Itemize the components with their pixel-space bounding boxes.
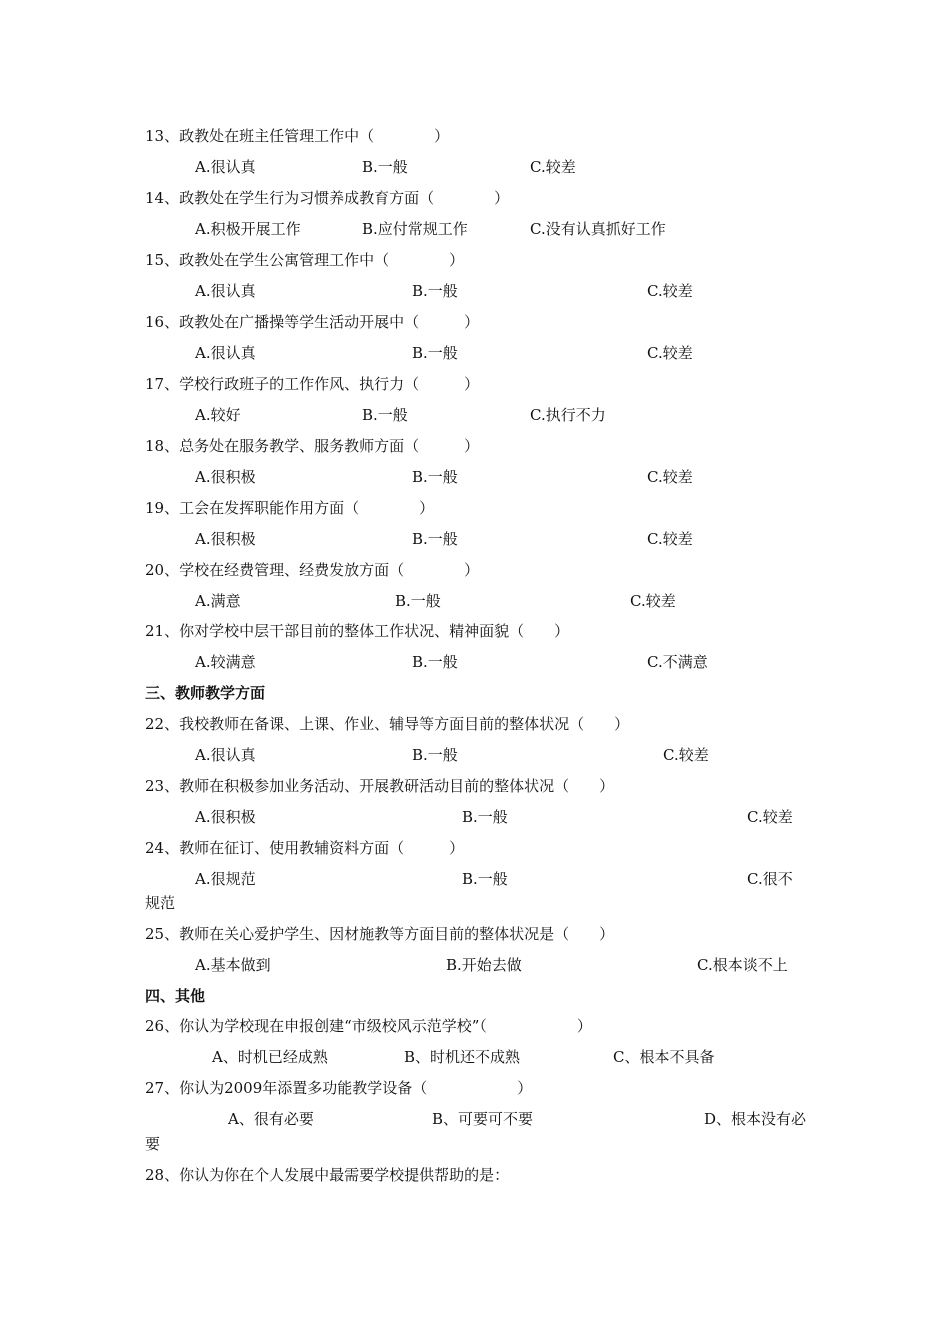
question-text: 17、学校行政班子的工作作风、执行力（ ） — [145, 375, 480, 393]
option-label: A、时机已经成熟 — [212, 1048, 328, 1066]
section-heading: 三、教师教学方面 — [145, 684, 266, 702]
option-label: A.基本做到 — [195, 956, 271, 974]
option-row — [0, 218, 950, 240]
option-label: A.很认真 — [195, 158, 256, 176]
question-row — [0, 559, 950, 581]
option-label: B.一般 — [395, 592, 441, 610]
option-label: A.较好 — [195, 406, 241, 424]
question-text: 14、政教处在学生行为习惯养成教育方面（ ） — [145, 189, 510, 207]
question-text: 13、政教处在班主任管理工作中（ ） — [145, 127, 450, 145]
option-label: B.一般 — [462, 808, 508, 826]
option-label: A.满意 — [195, 592, 241, 610]
option-label: C.很不 — [747, 870, 793, 888]
option-label: B.一般 — [412, 468, 458, 486]
question-row — [0, 1015, 950, 1037]
option-label: B.开始去做 — [446, 956, 522, 974]
option-label: C.较差 — [530, 158, 576, 176]
option-label: C.较差 — [747, 808, 793, 826]
question-row — [0, 125, 950, 147]
option-label: A.很认真 — [195, 282, 256, 300]
question-text: 19、工会在发挥职能作用方面（ ） — [145, 499, 435, 517]
question-row — [0, 373, 950, 395]
section-row — [0, 682, 950, 704]
question-text: 24、教师在征订、使用教辅资料方面（ ） — [145, 839, 465, 857]
option-label: B.一般 — [362, 158, 408, 176]
option-row — [0, 280, 950, 302]
question-text: 25、教师在关心爱护学生、因材施教等方面目前的整体状况是（ ） — [145, 925, 615, 943]
option-label: C.较差 — [647, 344, 693, 362]
option-label: A.很积极 — [195, 530, 256, 548]
question-row — [0, 249, 950, 271]
question-row — [0, 435, 950, 457]
question-text: 27、你认为2009年添置多功能教学设备（ ） — [145, 1079, 533, 1097]
question-text: 21、你对学校中层干部目前的整体工作状况、精神面貌（ ） — [145, 622, 570, 640]
question-text: 23、教师在积极参加业务活动、开展教研活动目前的整体状况（ ） — [145, 777, 615, 795]
option-label: C.较差 — [663, 746, 709, 764]
option-label: C、根本不具备 — [613, 1048, 715, 1066]
option-label: B、可要可不要 — [432, 1110, 534, 1128]
option-row — [0, 342, 950, 364]
option-label: A.积极开展工作 — [195, 220, 301, 238]
question-row — [0, 892, 950, 914]
question-row — [0, 497, 950, 519]
section-row — [0, 985, 950, 1007]
question-text: 26、你认为学校现在申报创建“市级校风示范学校”（ ） — [145, 1017, 592, 1035]
option-row — [0, 954, 950, 976]
option-label: C.较差 — [647, 468, 693, 486]
section-heading: 四、其他 — [145, 987, 206, 1005]
question-text: 15、政教处在学生公寓管理工作中（ ） — [145, 251, 465, 269]
option-row — [0, 156, 950, 178]
option-label: B.一般 — [412, 530, 458, 548]
option-label: A.很认真 — [195, 344, 256, 362]
option-label: A.很积极 — [195, 808, 256, 826]
option-row — [0, 651, 950, 673]
question-row — [0, 1133, 950, 1155]
question-row — [0, 713, 950, 735]
question-row — [0, 187, 950, 209]
continuation-text: 规范 — [145, 894, 176, 912]
option-label: B.一般 — [362, 406, 408, 424]
question-row — [0, 1077, 950, 1099]
question-row — [0, 923, 950, 945]
option-label: B、时机还不成熟 — [404, 1048, 521, 1066]
question-row — [0, 775, 950, 797]
option-row — [0, 806, 950, 828]
question-text: 18、总务处在服务教学、服务教师方面（ ） — [145, 437, 480, 455]
option-label: B.一般 — [412, 653, 458, 671]
question-text: 28、你认为你在个人发展中最需要学校提供帮助的是： — [145, 1166, 510, 1184]
continuation-text: 要 — [145, 1135, 161, 1153]
option-label: C.没有认真抓好工作 — [530, 220, 666, 238]
question-text: 22、我校教师在备课、上课、作业、辅导等方面目前的整体状况（ ） — [145, 715, 630, 733]
option-label: A.很积极 — [195, 468, 256, 486]
option-label: C.较差 — [647, 530, 693, 548]
option-label: B.一般 — [412, 746, 458, 764]
option-row — [0, 1046, 950, 1068]
option-row — [0, 404, 950, 426]
option-row — [0, 466, 950, 488]
option-label: B.一般 — [412, 344, 458, 362]
option-label: C.较差 — [630, 592, 676, 610]
option-label: B.一般 — [412, 282, 458, 300]
option-row — [0, 528, 950, 550]
option-label: C.不满意 — [647, 653, 708, 671]
question-text: 20、学校在经费管理、经费发放方面（ ） — [145, 561, 480, 579]
option-row — [0, 744, 950, 766]
question-row — [0, 311, 950, 333]
option-row — [0, 1108, 950, 1130]
option-label: A、很有必要 — [228, 1110, 314, 1128]
question-row — [0, 620, 950, 642]
option-label: B.一般 — [462, 870, 508, 888]
question-row — [0, 837, 950, 859]
option-row — [0, 590, 950, 612]
question-row — [0, 1164, 950, 1186]
option-label: B.应付常规工作 — [362, 220, 468, 238]
option-label: D、根本没有必 — [704, 1110, 807, 1128]
option-label: C.根本谈不上 — [697, 956, 788, 974]
option-label: A.很规范 — [195, 870, 256, 888]
option-label: C.执行不力 — [530, 406, 606, 424]
option-label: A.较满意 — [195, 653, 256, 671]
option-label: A.很认真 — [195, 746, 256, 764]
option-label: C.较差 — [647, 282, 693, 300]
option-row — [0, 868, 950, 890]
question-text: 16、政教处在广播操等学生活动开展中（ ） — [145, 313, 480, 331]
